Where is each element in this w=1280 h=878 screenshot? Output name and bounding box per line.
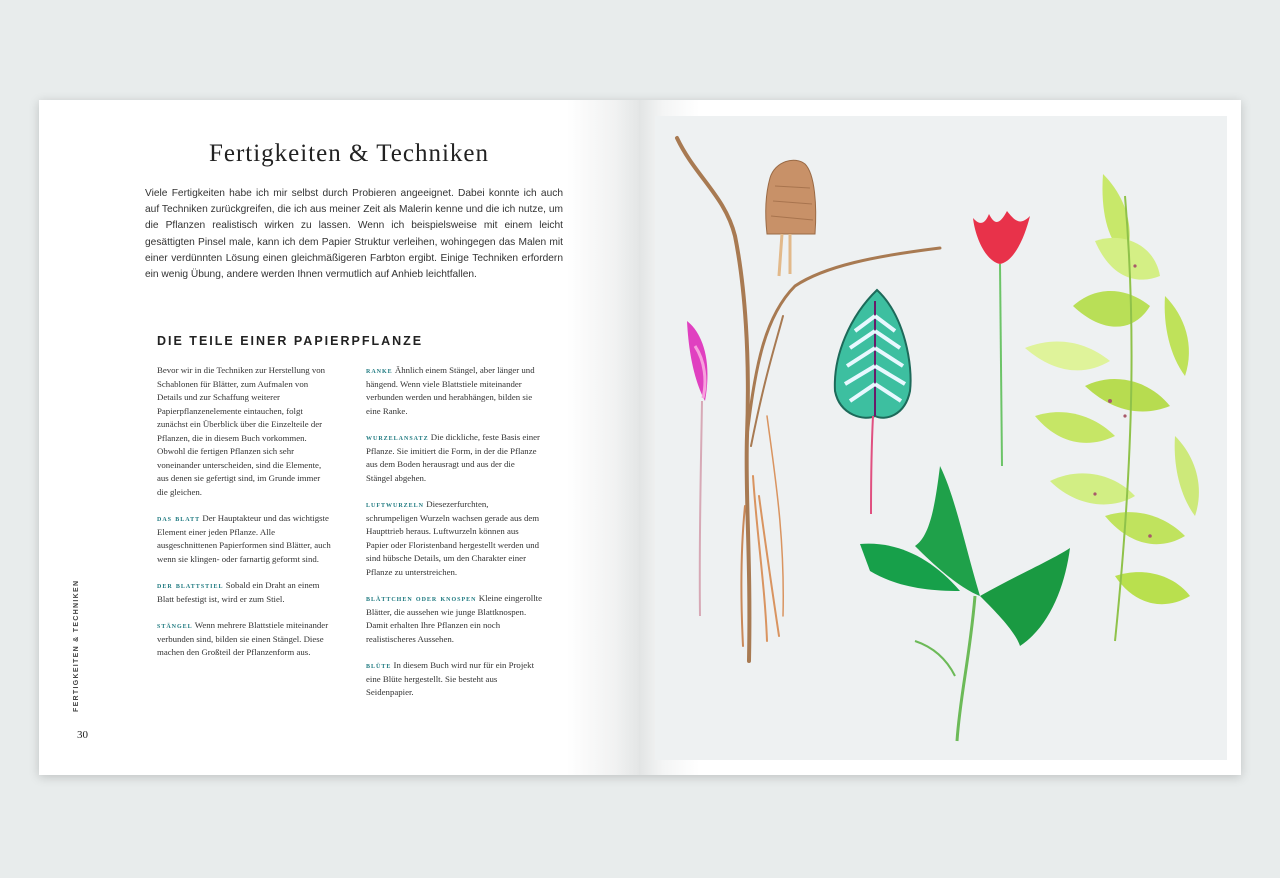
definition-item: [366, 659, 542, 700]
definition-term: blüte: [366, 660, 392, 670]
page-number: 30: [77, 729, 88, 741]
pink-bud-icon: [687, 321, 707, 616]
definition-term: stängel: [157, 620, 193, 630]
definition-text: Der Hauptakteur und das wichtigste Element einer jeden Pflanze. Alle ausgeschnittenen Papierformen sind Blätter, auch wenn sie klingen- oder farnartig geformt sind.: [157, 513, 331, 564]
definition-item: [157, 619, 333, 660]
definition-text: Wenn mehrere Blattstiele miteinander verbunden sind, bilden sie einen Stängel. Diese machen den Großteil der Pflanzenform aus.: [157, 620, 329, 657]
definition-term: luftwurzeln: [366, 499, 425, 509]
definition-text: Ähnlich einem Stängel, aber länger und hängend. Wenn viele Blattstiele miteinander verbunden werden und herabhängen, bilden sie eine Ranke.: [366, 365, 535, 416]
patterned-leaf-icon: [835, 290, 911, 514]
definition-text: Sobald ein Draht an einem Blatt befestigt ist, wird er zum Stiel.: [157, 580, 320, 604]
definition-item: [157, 579, 333, 606]
definition-item: [366, 498, 542, 579]
definition-term: das blatt: [157, 513, 201, 523]
definition-text: Kleine eingerollte Blätter, die aussehen wie junge Blattknospen. Damit erhalten Ihre Pflanzen ein noch realistischeres Aussehen.: [366, 593, 542, 644]
definition-item: [366, 364, 542, 418]
root-base-icon: [766, 160, 816, 276]
page-title: Fertigkeiten & Techniken: [208, 140, 490, 167]
definition-item: [157, 512, 333, 566]
column-intro-paragraph: Bevor wir in die Techniken zur Herstellung von Schablonen für Blätter, zum Aufmalen von Details und zur Schaffung weiterer Papierpflanzenelemente eintauchen, folgt zunächst ein Überblick über die Einzelteile der Pflanzen, die in diesem Buch vorkommen. Obwohl die fertigen Pflanzen sich sehr voneinander unterscheiden, sind die Elemente, aus denen sie gefertigt sind, im Grunde immer die gleichen.: [157, 365, 326, 497]
definition-item: [366, 592, 542, 646]
text-column-left: [157, 364, 333, 673]
definition-term: der blattstiel: [157, 580, 224, 590]
definition-item: [366, 431, 542, 485]
photo-illustration: [655, 116, 1227, 760]
intro-paragraph: Viele Fertigkeiten habe ich mir selbst durch Probieren angeeignet. Dabei konnte ich auch auf Techniken zurückgreifen, die ich aus meiner Zeit als Malerin kenne und die ich nutze, um die Pflanzen realistisch wirken zu lassen. Wenn ich beispielsweise mit einem leicht gesättigten Pinsel male, kann ich dem Papier Struktur verleihen, wohingegen das Malen mit einer verdünnten Lösung einen gleichmäßigeren Farbton ergibt. Einige Techniken erfordern ein wenig Übung, andere werden Ihnen vermutlich auf Anhieb leichtfallen.: [145, 188, 563, 281]
definition-text: Diesezerfurchten, schrumpeligen Wurzeln wachsen gerade aus dem Haupttrieb heraus. Luftwurzeln können aus Papier oder Floristenband hergestellt werden und sind hübsche Details, um den Charakter einer Pflanze zu unterstreichen.: [366, 499, 540, 577]
definition-term: ranke: [366, 365, 393, 375]
definition-term: blättchen oder knospen: [366, 593, 477, 603]
definition-text: In diesem Buch wird nur für ein Projekt eine Blüte hergestellt. Sie besteht aus Seidenpapier.: [366, 660, 535, 697]
text-column-right: [366, 364, 542, 713]
arrow-leaf-icon: [860, 466, 1070, 741]
section-heading: DIE TEILE EINER PAPIERPFLANZE: [157, 334, 424, 348]
red-tulip-icon: [973, 211, 1030, 466]
definition-term: wurzelansatz: [366, 432, 429, 442]
plant-parts-photo: [655, 116, 1227, 760]
definition-text: Die dickliche, feste Basis einer Pflanze. Sie imitiert die Form, in der die Pflanze aus dem Boden herausragt und aus der die Stängel abgehen.: [366, 432, 540, 483]
